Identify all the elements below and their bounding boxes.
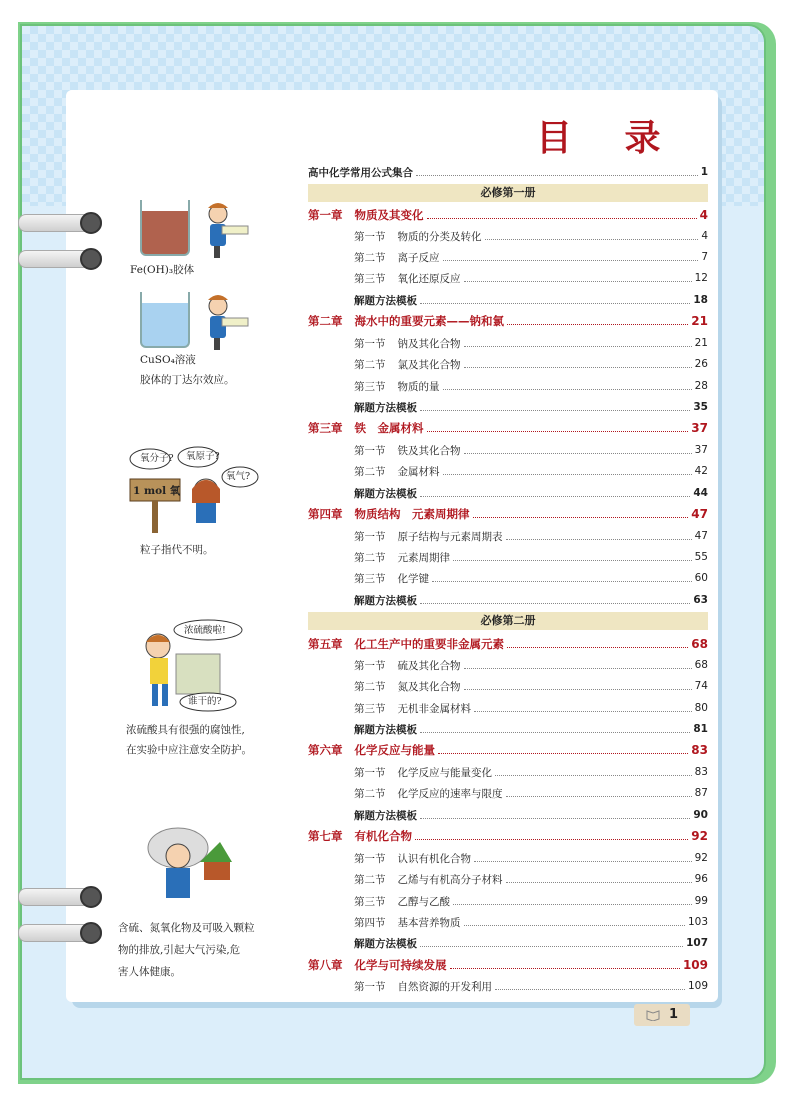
toc-section[interactable]: 第二节 金属材料 42 xyxy=(354,465,708,478)
binder-ring-end xyxy=(80,212,102,234)
toc-method[interactable]: 解题方法模板 63 xyxy=(354,594,708,607)
toc-section[interactable]: 第一节 化学反应与能量变化 83 xyxy=(354,766,708,779)
toc-section[interactable]: 第四节 基本营养物质 103 xyxy=(354,916,708,929)
page-number-tab xyxy=(634,1004,690,1026)
toc-section[interactable]: 第一节 认识有机化合物 92 xyxy=(354,852,708,865)
bubble-oxygen-atom: 氧原子? xyxy=(186,451,220,462)
volume-band-2: 必修第二册 xyxy=(308,612,708,630)
binder-ring-end xyxy=(80,886,102,908)
toc-section[interactable]: 第三节 氧化还原反应 12 xyxy=(354,272,708,285)
student-illustration xyxy=(196,292,252,352)
caption-fe-oh: Fe(OH)₃胶体 xyxy=(130,264,195,276)
caption-acid-1: 浓硫酸具有很强的腐蚀性, xyxy=(126,724,245,736)
bubble-acid: 浓硫酸啦! xyxy=(184,625,226,636)
toc-section[interactable]: 第二节 元素周期律 55 xyxy=(354,551,708,564)
toc-method[interactable]: 解题方法模板 107 xyxy=(354,937,708,950)
toc-chapter[interactable]: 第五章 化工生产中的重要非金属元素 68 xyxy=(308,637,708,651)
toc-section[interactable]: 第一节 钠及其化合物 21 xyxy=(354,337,708,350)
toc-entry-formulas[interactable]: 高中化学常用公式集合 1 xyxy=(308,166,708,179)
toc-method[interactable]: 解题方法模板 44 xyxy=(354,487,708,500)
toc-chapter[interactable]: 第三章 铁 金属材料 37 xyxy=(308,421,708,435)
caption-pollution-1: 含硫、氮氧化物及可吸入颗粒 xyxy=(118,922,255,934)
bubble-oxygen-molecule: 氧分子? xyxy=(140,453,174,464)
toc-method[interactable]: 解题方法模板 35 xyxy=(354,401,708,414)
binder-ring-end xyxy=(80,922,102,944)
toc-section[interactable]: 第一节 硫及其化合物 68 xyxy=(354,659,708,672)
toc-chapter[interactable]: 第一章 物质及其变化 4 xyxy=(308,208,708,222)
toc-section[interactable]: 第二节 氮及其化合物 74 xyxy=(354,680,708,693)
toc-section[interactable]: 第一节 物质的分类及转化 4 xyxy=(354,230,708,243)
toc-chapter[interactable]: 第四章 物质结构 元素周期律 47 xyxy=(308,507,708,521)
beaker-illustration xyxy=(140,200,190,256)
binder-ring-end xyxy=(80,248,102,270)
toc-section[interactable]: 第三节 化学键 60 xyxy=(354,572,708,585)
toc-section[interactable]: 第二节 氯及其化合物 26 xyxy=(354,358,708,371)
toc-section[interactable]: 第三节 物质的量 28 xyxy=(354,380,708,393)
toc-chapter[interactable]: 第八章 化学与可持续发展 109 xyxy=(308,958,708,972)
bubble-who: 谁干的? xyxy=(188,696,222,707)
book-icon xyxy=(646,1009,660,1021)
caption-cuso4: CuSO₄溶液 xyxy=(140,354,196,366)
toc-section[interactable]: 第二节 化学反应的速率与限度 87 xyxy=(354,787,708,800)
pollution-illustration xyxy=(138,822,238,902)
caption-pollution-2: 物的排放,引起大气污染,危 xyxy=(118,944,241,956)
mol-sign-text: 1 mol 氧 xyxy=(133,485,181,497)
toc-section[interactable]: 第一节 原子结构与元素周期表 47 xyxy=(354,530,708,543)
toc-section[interactable]: 第一节 铁及其化合物 37 xyxy=(354,444,708,457)
toc-method[interactable]: 解题方法模板 90 xyxy=(354,809,708,822)
toc-section[interactable]: 第二节 离子反应 7 xyxy=(354,251,708,264)
page-title: 目 录 xyxy=(536,117,681,159)
caption-tyndall: 胶体的丁达尔效应。 xyxy=(140,374,235,386)
toc-section[interactable]: 第一节 自然资源的开发利用 109 xyxy=(354,980,708,993)
toc-section[interactable]: 第三节 无机非金属材料 80 xyxy=(354,702,708,715)
caption-pollution-3: 害人体健康。 xyxy=(118,966,181,978)
toc-method[interactable]: 解题方法模板 18 xyxy=(354,294,708,307)
toc-chapter[interactable]: 第二章 海水中的重要元素——钠和氯 21 xyxy=(308,314,708,328)
beaker-illustration xyxy=(140,292,190,348)
bubble-oxygen-gas: 氧气? xyxy=(226,471,251,482)
student-illustration xyxy=(196,200,252,260)
toc-section[interactable]: 第三节 乙醇与乙酸 99 xyxy=(354,895,708,908)
caption-particle: 粒子指代不明。 xyxy=(140,544,214,556)
toc-section[interactable]: 第二节 乙烯与有机高分子材料 96 xyxy=(354,873,708,886)
page-number: 1 xyxy=(668,1007,678,1022)
toc-chapter[interactable]: 第七章 有机化合物 92 xyxy=(308,829,708,843)
toc-method[interactable]: 解题方法模板 81 xyxy=(354,723,708,736)
toc-chapter[interactable]: 第六章 化学反应与能量 83 xyxy=(308,743,708,757)
volume-band-1: 必修第一册 xyxy=(308,184,708,202)
caption-acid-2: 在实验中应注意安全防护。 xyxy=(126,744,252,756)
